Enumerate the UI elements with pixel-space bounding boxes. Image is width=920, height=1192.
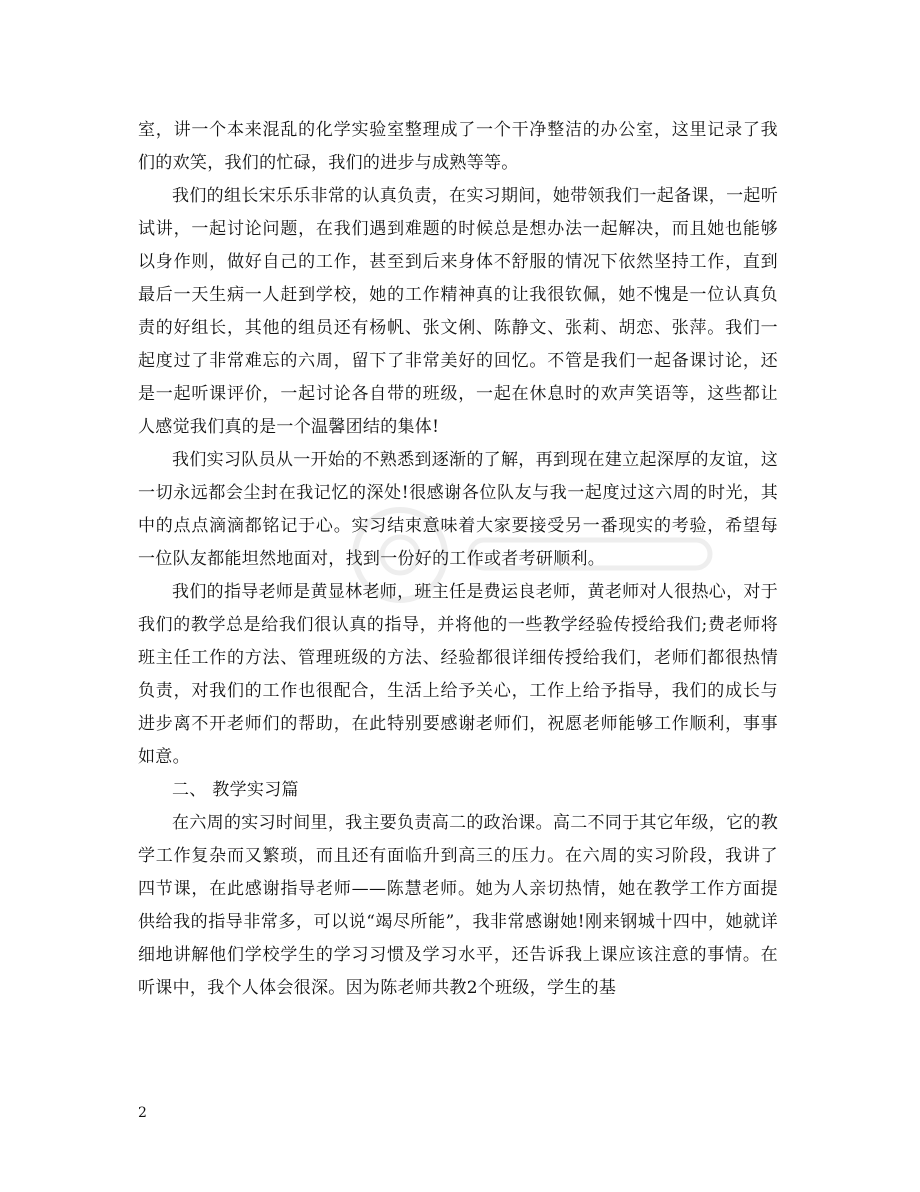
paragraph-team-leader: 我们的组长宋乐乐非常的认真负责，在实习期间，她带领我们一起备课，一起听试讲，一起讨论问题，在我们遇到难题的时候总是想办法一起解决，而且她也能够以身作则，做好自己的工作，甚至到后来身体不舒服的情况下依然坚持工作，直到最后一天生病一人赶到学校，她的工作精神真的让我很钦佩，她不愧是一位认真负责的好组长，其他的组员还有杨帆、张文俐、陈静文、张莉、胡恋、张萍。我们一起度过了非常难忘的六周，留下了非常美好的回忆。不管是我们一起备课讨论，还是一起听课评价，一起讨论各自带的班级，一起在休息时的欢声笑语等，这些都让人感觉我们真的是一个温馨团结的集体! bbox=[138, 186, 778, 437]
paragraph-teaching-practice: 在六周的实习时间里，我主要负责高二的政治课。高二不同于其它年级，它的教学工作复杂而又繁琐，而且还有面临升到高三的压力。在六周的实习阶段，我讲了四节课，在此感谢指导老师——陈慧老师。她为人亲切热情，她在教学工作方面提供给我的指导非常多，可以说“竭尽所能”，我非常感谢她!刚来钢城十四中，她就详细地讲解他们学校学生的学习习惯及学习水平，还告诉我上课应该注意的事情。在听课中，我个人体会很深。因为陈老师共教2个班级，学生的基 bbox=[138, 813, 778, 998]
document-body bbox=[138, 114, 778, 1005]
paragraph-continued: 室，讲一个本来混乱的化学实验室整理成了一个干净整洁的办公室，这里记录了我们的欢笑，我们的忙碌，我们的进步与成熟等等。 bbox=[138, 120, 778, 173]
paragraph-advisors: 我们的指导老师是黄显林老师，班主任是费运良老师，黄老师对人很热心，对于我们的教学总是给我们很认真的指导，并将他的一些教学经验传授给我们;费老师将班主任工作的方法、管理班级的方法、经验都很详细传授给我们，老师们都很热情负责，对我们的工作也很配合，生活上给予关心，工作上给予指导，我们的成长与进步离不开老师们的帮助，在此特别要感谢老师们，祝愿老师能够工作顺利，事事如意。 bbox=[138, 582, 778, 767]
page-number: 2 bbox=[138, 1105, 147, 1121]
paragraph-team-members: 我们实习队员从一开始的不熟悉到逐渐的了解，再到现在建立起深厚的友谊，这一切永远都会尘封在我记忆的深处!很感谢各位队友与我一起度过这六周的时光，其中的点点滴滴都铭记于心。实习结束意味着大家要接受另一番现实的考验，希望每一位队友都能坦然地面对，找到一份好的工作或者考研顺利。 bbox=[138, 450, 778, 569]
section-heading-teaching-practice: 二、 教学实习篇 bbox=[172, 780, 299, 800]
